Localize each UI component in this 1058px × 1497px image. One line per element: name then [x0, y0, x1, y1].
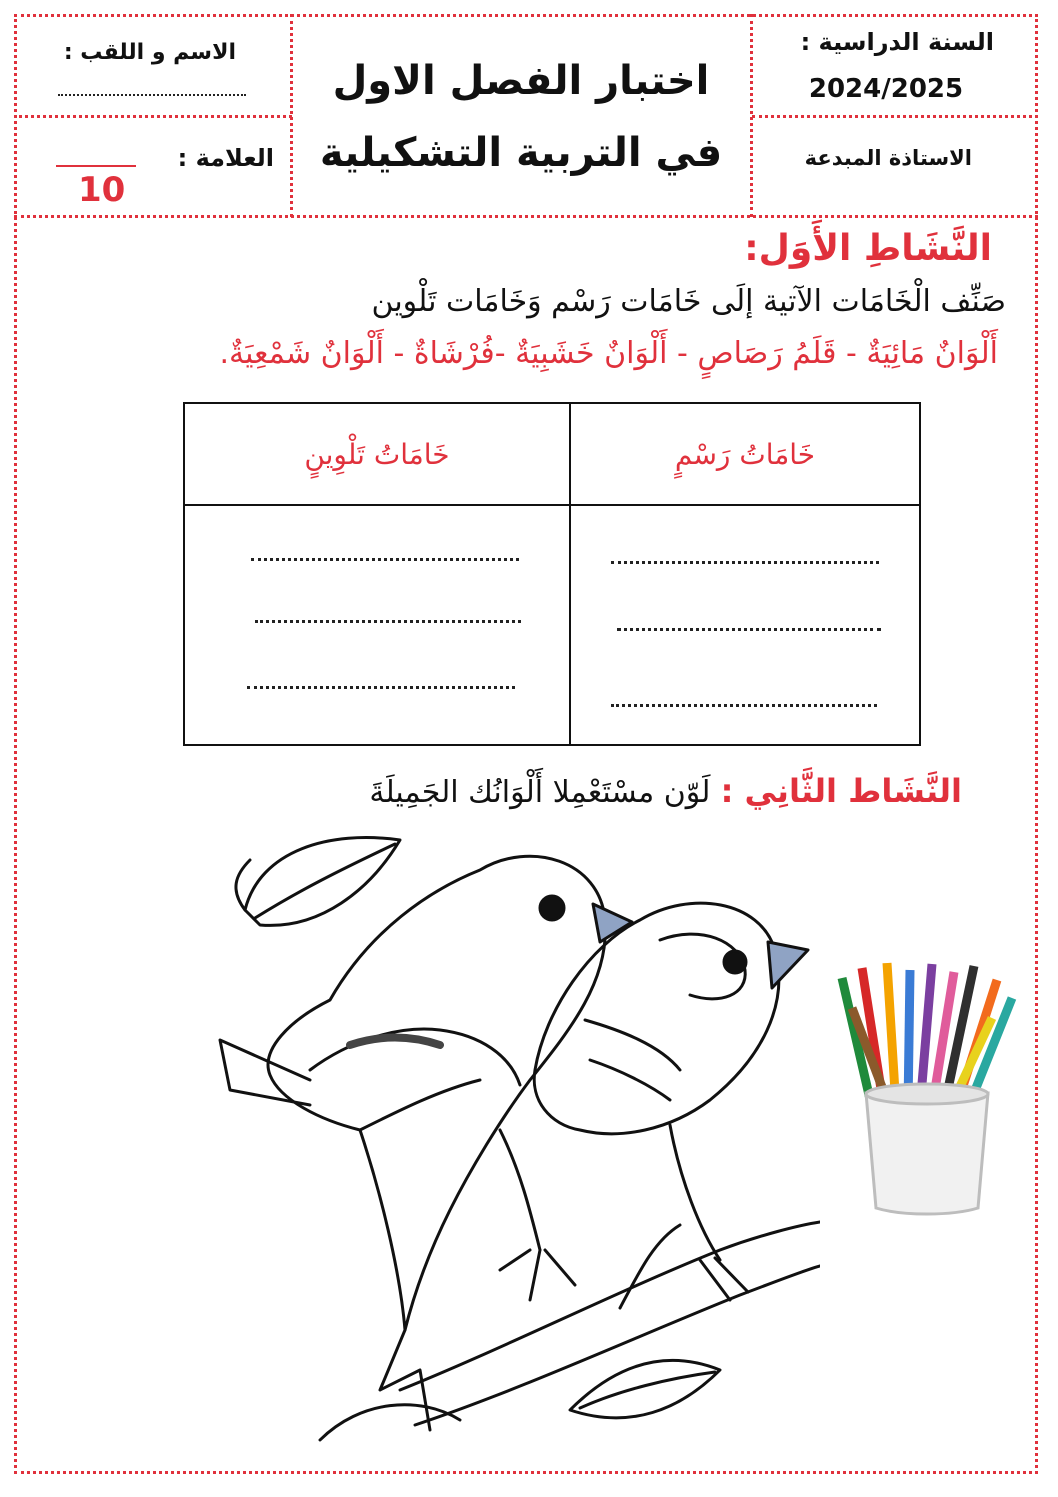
activity1-materials-list: أَلْوَانٌ مَائِيَةٌ - قَلَمُ رَصَاصٍ - أَلْوَانٌ خَشَبِيَةٌ -فُرْشَاةٌ - أَلْوَانٌ شَمْعِيَةٌ. — [219, 336, 998, 371]
year-value: 2024/2025 — [808, 74, 964, 104]
grade-value: 10 — [78, 170, 126, 210]
teacher-label: الاستاذة المبدعة — [804, 146, 972, 170]
answer-line[interactable] — [617, 628, 881, 631]
name-label: الاسم و اللقب : — [63, 40, 236, 65]
header-divider-right — [750, 14, 753, 217]
activity1-instruction: صَنِّف الْخَامَات الآتية إلَى خَامَات رَسْم وَخَامَات تَلْوين — [371, 284, 1006, 319]
drawing-answers-cell — [570, 505, 920, 745]
answer-line[interactable] — [255, 620, 521, 623]
column-header-drawing: خَامَاتُ رَسْمٍ — [570, 403, 920, 505]
answer-line[interactable] — [611, 704, 877, 707]
header-middle-line-left — [14, 115, 292, 118]
activity2-title: النَّشَاط الثَّانِي : — [720, 772, 962, 810]
birds-coloring-illustration[interactable] — [200, 830, 820, 1450]
colored-pencils-cup-illustration — [832, 958, 1022, 1220]
header-divider-left — [290, 14, 293, 217]
answer-line[interactable] — [247, 686, 515, 689]
exam-title-line2: في التربية التشكيلية — [319, 130, 723, 176]
header-bottom-line — [14, 215, 1038, 218]
column-header-coloring: خَامَاتُ تَلْوِينٍ — [184, 403, 570, 505]
lower-leaves-icon — [320, 1360, 720, 1440]
header-middle-line-right — [752, 115, 1038, 118]
answer-line[interactable] — [611, 561, 879, 564]
classification-table — [183, 402, 921, 746]
grade-fraction-line — [56, 165, 136, 167]
year-label: السنة الدراسية : — [800, 28, 994, 56]
coloring-answers-cell — [184, 505, 570, 745]
activity2-instruction: لَوّن مسْتَعْمِلا أَلْوَانُك الجَمِيلَةَ — [369, 775, 711, 810]
answer-line[interactable] — [251, 558, 519, 561]
front-bird-icon — [220, 856, 632, 1430]
grade-label: العلامة : — [177, 144, 274, 172]
leaf-icon — [236, 838, 400, 926]
activity1-title: النَّشَاطِ الأَوَل: — [744, 228, 992, 269]
back-bird-icon — [534, 903, 808, 1300]
activity2-heading — [369, 772, 962, 810]
name-field[interactable] — [58, 94, 246, 96]
exam-title-line1: اختبار الفصل الاول — [332, 58, 710, 104]
cup-icon — [866, 1084, 988, 1214]
